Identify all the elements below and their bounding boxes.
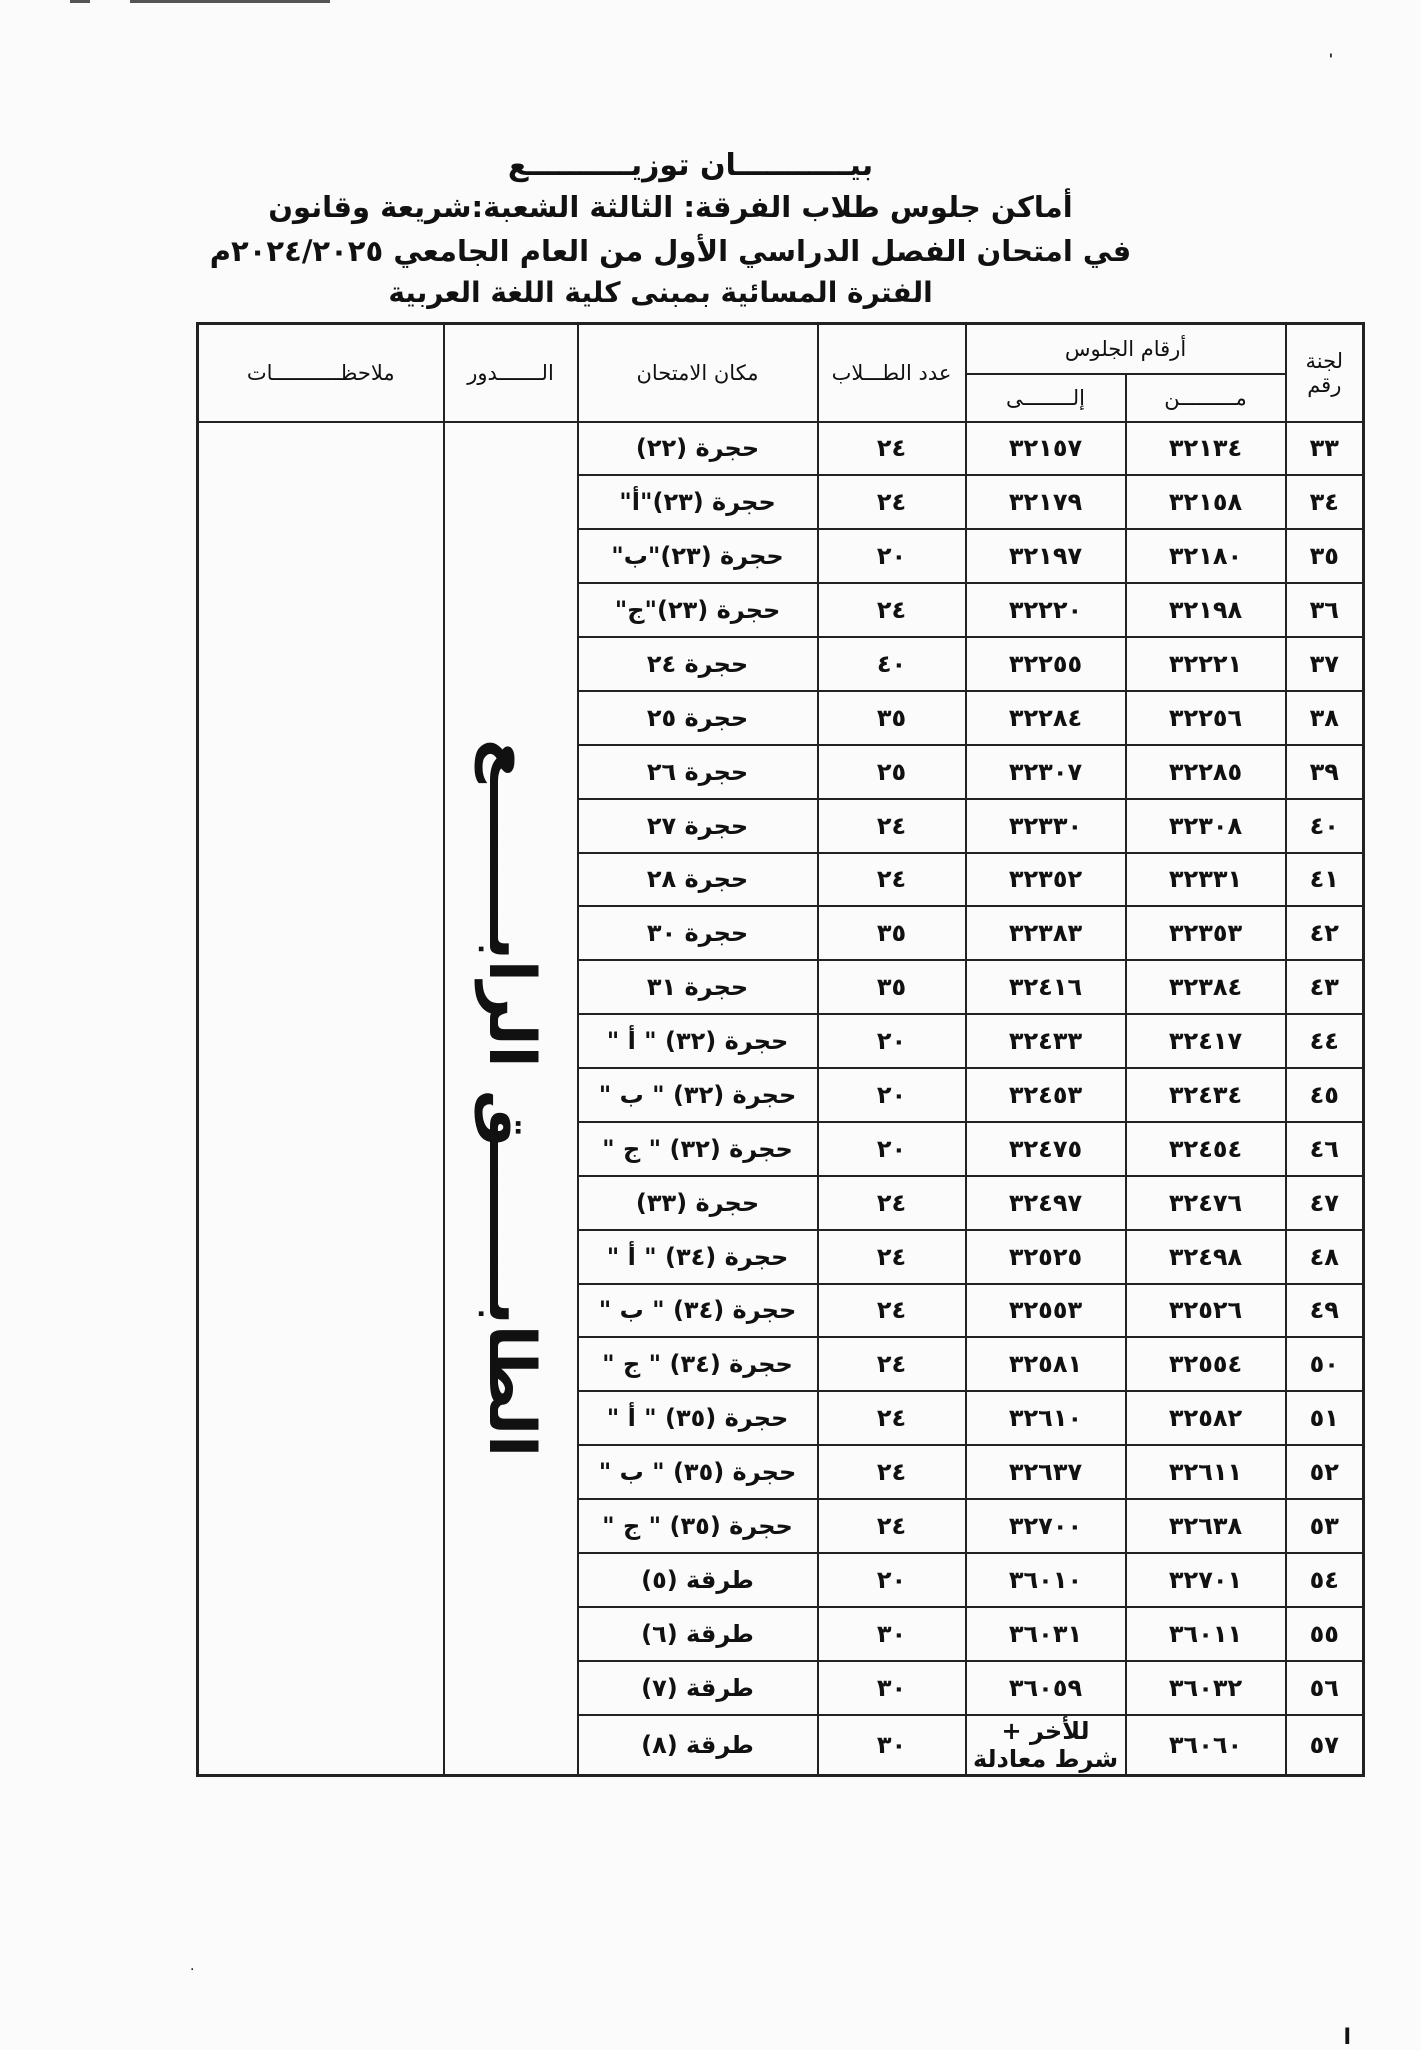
- scan-mark-bottom: ا: [1343, 2025, 1351, 2050]
- seat-from-cell: ٣٢١٩٨: [1126, 583, 1286, 637]
- seat-from-cell: ٣٢٥٥٤: [1126, 1337, 1286, 1391]
- header-location: مكان الامتحان: [578, 324, 818, 422]
- top-scan-marks: [70, 0, 330, 4]
- seat-to-cell: ٣٢٤١٦: [966, 960, 1126, 1014]
- doc-subtitle-location: الفترة المسائية بمبنى كلية اللغة العربية: [388, 276, 933, 309]
- header-notes: ملاحظـــــــــــات: [198, 324, 444, 422]
- location-cell: طرقة (٦): [578, 1607, 818, 1661]
- students-cell: ٢٤: [818, 853, 966, 907]
- seat-to-cell: ٣٢٢٥٥: [966, 637, 1126, 691]
- location-cell: حجرة (٣٤) " ب ": [578, 1284, 818, 1338]
- location-cell: حجرة ٢٨: [578, 853, 818, 907]
- doc-title: بيـــــــــــان توزيــــــــــع: [507, 148, 874, 183]
- students-cell: ٢٤: [818, 1337, 966, 1391]
- seat-from-cell: ٣٢٣٨٤: [1126, 960, 1286, 1014]
- seat-to-cell: ٣٢٤٥٣: [966, 1068, 1126, 1122]
- seat-to-cell: ٣٢١٧٩: [966, 475, 1126, 529]
- committee-cell: ٥٤: [1286, 1553, 1364, 1607]
- students-cell: ٢٤: [818, 1284, 966, 1338]
- students-cell: ٣٥: [818, 691, 966, 745]
- committee-cell: ٥٥: [1286, 1607, 1364, 1661]
- location-cell: حجرة ٢٦: [578, 745, 818, 799]
- seat-from-cell: ٣٢٥٢٦: [1126, 1284, 1286, 1338]
- seat-from-cell: ٣٢١٥٨: [1126, 475, 1286, 529]
- location-cell: طرقة (٧): [578, 1661, 818, 1715]
- students-cell: ٢٤: [818, 1499, 966, 1553]
- students-cell: ٣٠: [818, 1607, 966, 1661]
- committee-cell: ٥٣: [1286, 1499, 1364, 1553]
- location-cell: حجرة ٢٤: [578, 637, 818, 691]
- location-cell: حجرة (٣٢) " ب ": [578, 1068, 818, 1122]
- doc-subtitle-exam: في امتحان الفصل الدراسي الأول من العام الجامعي ٢٠٢٤/٢٠٢٥م: [209, 234, 1132, 268]
- committee-cell: ٥٠: [1286, 1337, 1364, 1391]
- seat-from-cell: ٣٢٢٥٦: [1126, 691, 1286, 745]
- seat-to-cell: ٣٢٥٥٣: [966, 1284, 1126, 1338]
- seat-to-cell: ٣٢٦١٠: [966, 1391, 1126, 1445]
- students-cell: ٣٥: [818, 960, 966, 1014]
- committee-cell: ٥٢: [1286, 1445, 1364, 1499]
- committee-cell: ٤٠: [1286, 799, 1364, 853]
- location-cell: طرقة (٥): [578, 1553, 818, 1607]
- seat-to-cell: ٣٢٤٧٥: [966, 1122, 1126, 1176]
- committee-cell: ٥٧: [1286, 1715, 1364, 1776]
- students-cell: ٣٠: [818, 1715, 966, 1776]
- students-cell: ٢٤: [818, 1230, 966, 1284]
- seat-from-cell: ٣٢٢٨٥: [1126, 745, 1286, 799]
- location-cell: حجرة (٣٢) " ج ": [578, 1122, 818, 1176]
- location-cell: حجرة (٣٣): [578, 1176, 818, 1230]
- location-cell: حجرة (٣٥) " ب ": [578, 1445, 818, 1499]
- seat-from-cell: ٣٢١٣٤: [1126, 422, 1286, 476]
- committee-cell: ٤٩: [1286, 1284, 1364, 1338]
- notes-cell: [198, 422, 444, 1776]
- students-cell: ٢٤: [818, 1176, 966, 1230]
- seat-to-cell: ٣٢٥٨١: [966, 1337, 1126, 1391]
- students-cell: ٢٠: [818, 1553, 966, 1607]
- seat-from-cell: ٣٢٤٥٤: [1126, 1122, 1286, 1176]
- seat-to-cell: ٣٢٥٢٥: [966, 1230, 1126, 1284]
- seat-to-cell: ٣٢١٥٧: [966, 422, 1126, 476]
- doc-subtitle-class: أماكن جلوس طلاب الفرقة: الثالثة الشعبة:شريعة وقانون: [268, 190, 1073, 224]
- students-cell: ٢٠: [818, 1014, 966, 1068]
- students-cell: ٢٠: [818, 529, 966, 583]
- committee-cell: ٥١: [1286, 1391, 1364, 1445]
- students-cell: ٣٥: [818, 906, 966, 960]
- students-cell: ٢٠: [818, 1068, 966, 1122]
- location-cell: حجرة (٣٤) " أ ": [578, 1230, 818, 1284]
- location-cell: حجرة ٢٧: [578, 799, 818, 853]
- seat-from-cell: ٣٢٤١٧: [1126, 1014, 1286, 1068]
- seat-from-cell: ٣٢١٨٠: [1126, 529, 1286, 583]
- seat-to-cell: ٣٢٦٣٧: [966, 1445, 1126, 1499]
- seat-from-cell: ٣٦٠١١: [1126, 1607, 1286, 1661]
- location-cell: حجرة (٢٣)"ج": [578, 583, 818, 637]
- location-cell: حجرة ٢٥: [578, 691, 818, 745]
- seat-from-cell: ٣٢٤٣٤: [1126, 1068, 1286, 1122]
- header-to: إلــــــــى: [966, 374, 1126, 422]
- seat-to-cell: ٣٦٠٥٩: [966, 1661, 1126, 1715]
- location-cell: حجرة (٢٢): [578, 422, 818, 476]
- seat-from-cell: ٣٢٤٧٦: [1126, 1176, 1286, 1230]
- location-cell: حجرة (٣٤) " ج ": [578, 1337, 818, 1391]
- seat-from-cell: ٣٦٠٦٠: [1126, 1715, 1286, 1776]
- committee-cell: ٤٤: [1286, 1014, 1364, 1068]
- students-cell: ٢٤: [818, 799, 966, 853]
- header-from: مـــــــــن: [1126, 374, 1286, 422]
- seat-to-cell: ٣٢٢٨٤: [966, 691, 1126, 745]
- floor-label: الطابـــــــق الرابـــــــع: [473, 739, 548, 1458]
- location-cell: طرقة (٨): [578, 1715, 818, 1776]
- page-mark: ': [1328, 52, 1333, 68]
- students-cell: ٢٤: [818, 1391, 966, 1445]
- seat-from-cell: ٣٢٦٣٨: [1126, 1499, 1286, 1553]
- committee-cell: ٣٥: [1286, 529, 1364, 583]
- committee-cell: ٤٢: [1286, 906, 1364, 960]
- seat-to-cell: ٣٢٤٣٣: [966, 1014, 1126, 1068]
- students-cell: ٢٥: [818, 745, 966, 799]
- seat-from-cell: ٣٢٢٢١: [1126, 637, 1286, 691]
- committee-cell: ٣٣: [1286, 422, 1364, 476]
- committee-cell: ٣٧: [1286, 637, 1364, 691]
- students-cell: ٢٤: [818, 1445, 966, 1499]
- committee-cell: ٤٦: [1286, 1122, 1364, 1176]
- seat-from-cell: ٣٢٣٥٣: [1126, 906, 1286, 960]
- students-cell: ٢٠: [818, 1122, 966, 1176]
- header-committee: لجنة رقم: [1286, 324, 1364, 422]
- seat-to-cell: ٣٦٠٣١: [966, 1607, 1126, 1661]
- committee-cell: ٥٦: [1286, 1661, 1364, 1715]
- committee-cell: ٤٧: [1286, 1176, 1364, 1230]
- committee-cell: ٣٦: [1286, 583, 1364, 637]
- seat-to-cell: ٣٢١٩٧: [966, 529, 1126, 583]
- header-floor: الـــــــدور: [444, 324, 578, 422]
- seat-from-cell: ٣٢٣٠٨: [1126, 799, 1286, 853]
- location-cell: حجرة (٣٢) " أ ": [578, 1014, 818, 1068]
- location-cell: حجرة ٣٠: [578, 906, 818, 960]
- location-cell: حجرة (٣٥) " أ ": [578, 1391, 818, 1445]
- students-cell: ٤٠: [818, 637, 966, 691]
- seat-to-cell: ٣٢٣٠٧: [966, 745, 1126, 799]
- table-row: [198, 422, 1364, 476]
- committee-cell: ٤٥: [1286, 1068, 1364, 1122]
- scan-dot: ·: [190, 1962, 195, 1978]
- seat-to-cell: ٣٢٢٢٠: [966, 583, 1126, 637]
- seat-to-cell: ٣٢٣٨٣: [966, 906, 1126, 960]
- seat-from-cell: ٣٢٣٣١: [1126, 853, 1286, 907]
- students-cell: ٢٤: [818, 422, 966, 476]
- seat-to-cell: ٣٢٤٩٧: [966, 1176, 1126, 1230]
- distribution-table: [196, 322, 1365, 1777]
- seat-to-cell: للأخر + شرط معادلة: [966, 1715, 1126, 1776]
- students-cell: ٢٤: [818, 475, 966, 529]
- location-cell: حجرة (٢٣)"ب": [578, 529, 818, 583]
- header-seat-numbers: أرقام الجلوس: [966, 324, 1286, 374]
- seat-from-cell: ٣٢٤٩٨: [1126, 1230, 1286, 1284]
- committee-cell: ٣٤: [1286, 475, 1364, 529]
- table-body: [198, 422, 1364, 1776]
- header-students: عدد الطـــلاب: [818, 324, 966, 422]
- committee-cell: ٤١: [1286, 853, 1364, 907]
- committee-cell: ٣٨: [1286, 691, 1364, 745]
- seat-to-cell: ٣٦٠١٠: [966, 1553, 1126, 1607]
- location-cell: حجرة ٣١: [578, 960, 818, 1014]
- seat-from-cell: ٣٦٠٣٢: [1126, 1661, 1286, 1715]
- committee-cell: ٣٩: [1286, 745, 1364, 799]
- students-cell: ٣٠: [818, 1661, 966, 1715]
- committee-cell: ٤٣: [1286, 960, 1364, 1014]
- students-cell: ٢٤: [818, 583, 966, 637]
- seat-to-cell: ٣٢٧٠٠: [966, 1499, 1126, 1553]
- floor-cell: [444, 422, 578, 1776]
- seat-to-cell: ٣٢٣٥٢: [966, 853, 1126, 907]
- seat-to-cell: ٣٢٣٣٠: [966, 799, 1126, 853]
- location-cell: حجرة (٣٥) " ج ": [578, 1499, 818, 1553]
- seat-from-cell: ٣٢٧٠١: [1126, 1553, 1286, 1607]
- location-cell: حجرة (٢٣)"أ": [578, 475, 818, 529]
- seat-from-cell: ٣٢٥٨٢: [1126, 1391, 1286, 1445]
- committee-cell: ٤٨: [1286, 1230, 1364, 1284]
- seat-from-cell: ٣٢٦١١: [1126, 1445, 1286, 1499]
